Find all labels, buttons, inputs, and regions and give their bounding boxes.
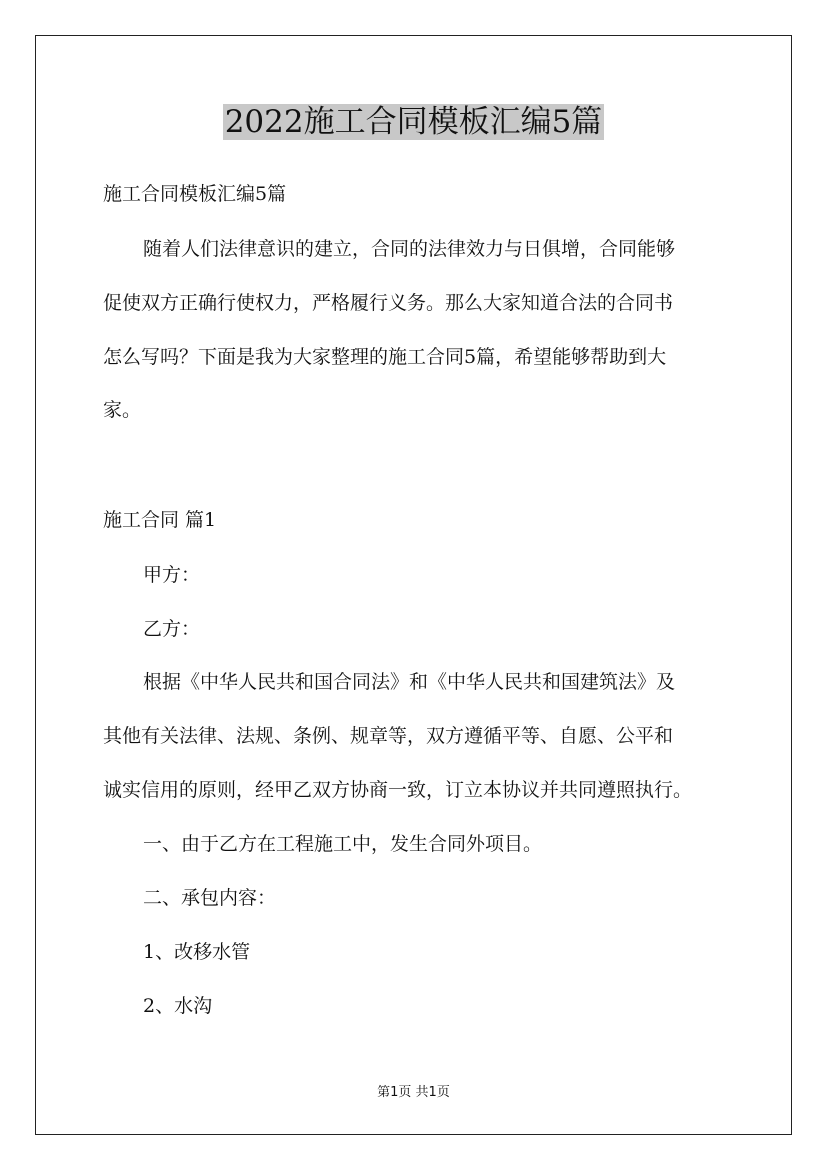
document-title [0, 100, 827, 144]
party-a-label: 甲方： [143, 564, 201, 586]
page-footer: 第1页 共1页 [377, 1085, 450, 1100]
section-heading: 施工合同 篇1 [103, 509, 217, 531]
preamble-line-1: 根据《中华人民共和国合同法》和《中华人民共和国建筑法》及 [143, 671, 676, 693]
intro-line-2: 促使双方正确行使权力，严格履行义务。那么大家知道合法的合同书 [103, 292, 674, 314]
preamble-line-2: 其他有关法律、法规、条例、规章等，双方遵循平等、自愿、公平和 [103, 725, 674, 747]
clause-1: 一、由于乙方在工程施工中，发生合同外项目。 [143, 833, 543, 855]
document-subtitle: 施工合同模板汇编5篇 [103, 183, 287, 205]
intro-line-3: 怎么写吗？下面是我为大家整理的施工合同5篇，希望能够帮助到大 [103, 346, 667, 368]
clause-2: 二、承包内容： [143, 887, 277, 909]
document-title-text: 2022施工合同模板汇编5篇 [224, 104, 603, 140]
intro-line-4: 家。 [103, 399, 142, 421]
clause-item-2: 2、水沟 [143, 995, 213, 1017]
preamble-line-3: 诚实信用的原则，经甲乙双方协商一致，订立本协议并共同遵照执行。 [103, 779, 693, 801]
clause-item-1: 1、改移水管 [143, 941, 251, 963]
intro-line-1: 随着人们法律意识的建立，合同的法律效力与日俱增，合同能够 [143, 238, 676, 260]
party-b-label: 乙方： [143, 618, 201, 640]
